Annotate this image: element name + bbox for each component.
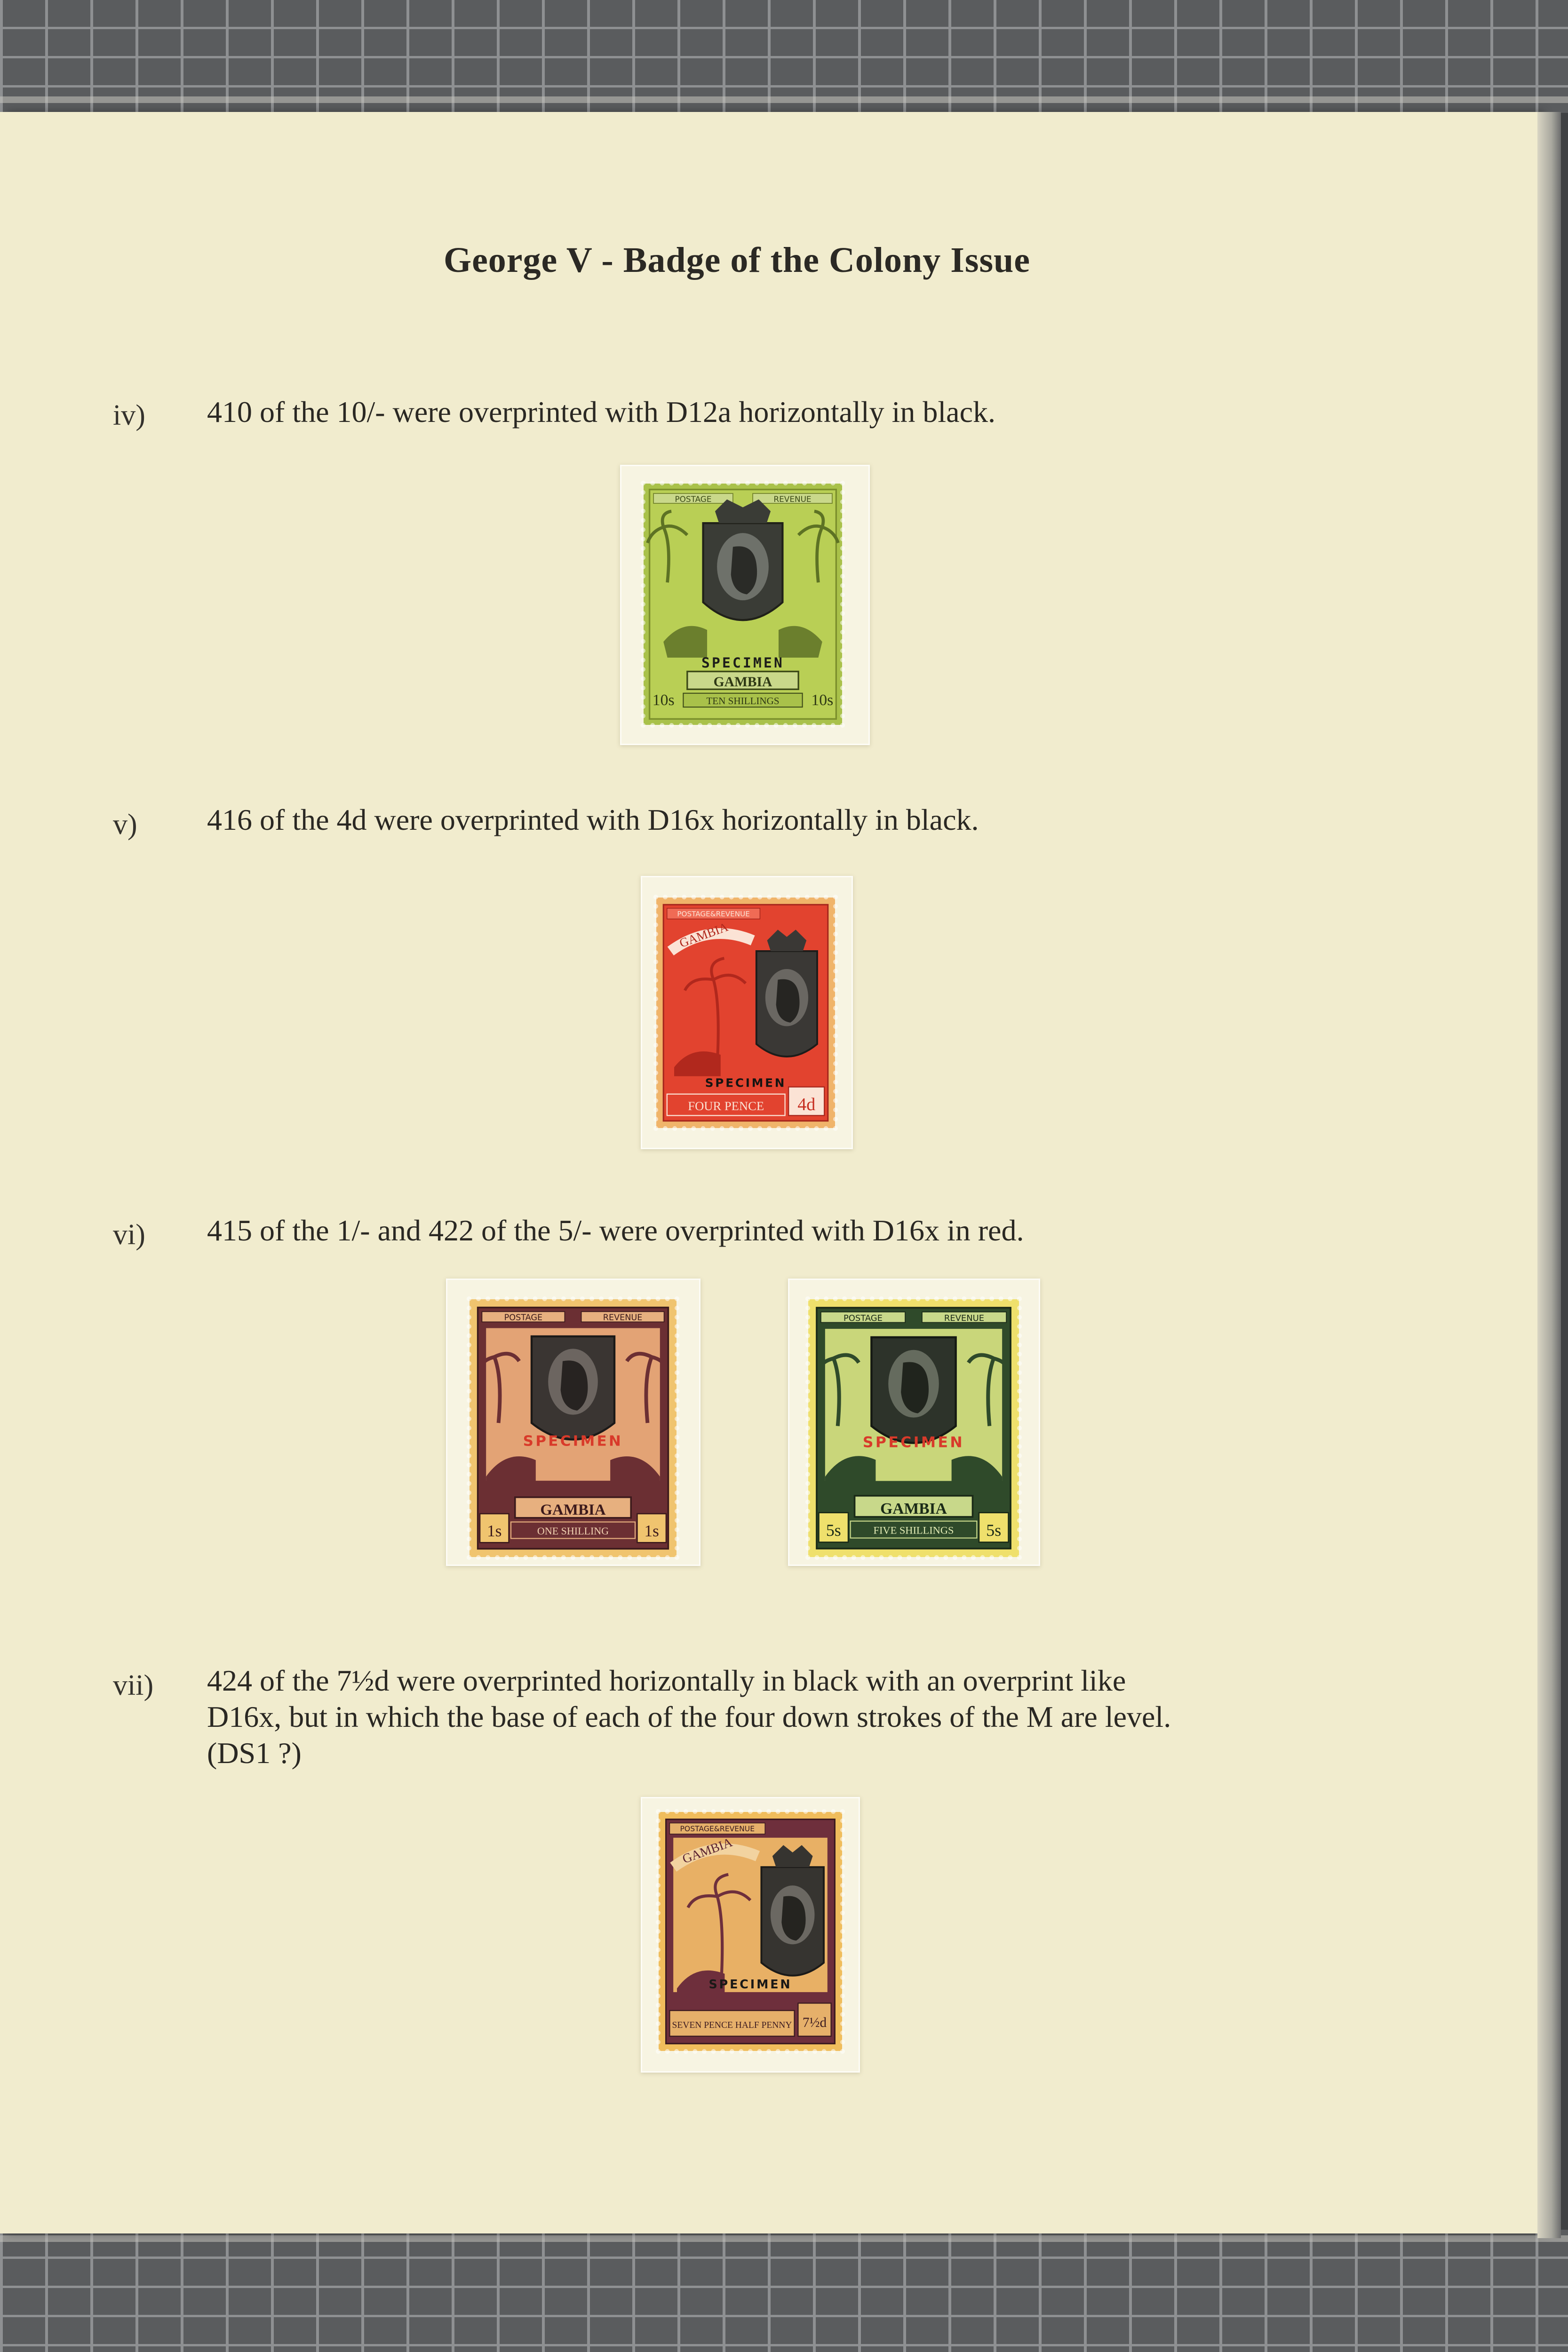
sleeve-edge-top xyxy=(0,96,1568,103)
backdrop-grid-bottom xyxy=(0,2230,1568,2352)
stamp-denomination: FIVE SHILLINGS xyxy=(873,1524,954,1536)
stamp-top-label: POSTAGE&REVENUE xyxy=(677,909,750,918)
stamp-overprint: SPECIMEN xyxy=(862,1434,965,1451)
section-text: 416 of the 4d were overprinted with D16x horizontally in black. xyxy=(207,803,979,836)
stamp-country: GAMBIA xyxy=(680,1835,734,1867)
stamp-top-right-label: REVENUE xyxy=(773,494,812,504)
stamp-seven-pence-half-penny xyxy=(659,1812,842,2051)
stamp-country: GAMBIA xyxy=(713,675,772,690)
stamp-overprint: SPECIMEN xyxy=(523,1432,623,1450)
stamp-top-left-label: POSTAGE xyxy=(843,1313,883,1323)
stamp-country: GAMBIA xyxy=(540,1502,606,1519)
section-text: 410 of the 10/- were overprinted with D12a horizontally in black. xyxy=(207,395,995,429)
stamp-value: 7½d xyxy=(802,2015,827,2031)
stamp-denomination: SEVEN PENCE HALF PENNY xyxy=(672,2020,792,2031)
page-edge xyxy=(1537,112,1561,2238)
stamp-ten-shillings xyxy=(644,484,842,725)
section-numeral: vi) xyxy=(113,1219,145,1251)
stamp-one-shilling xyxy=(470,1299,677,1557)
stamp-five-shillings xyxy=(808,1299,1019,1557)
stamp-top-label: POSTAGE&REVENUE xyxy=(680,1825,755,1834)
stamp-overprint: SPECIMEN xyxy=(705,1076,787,1090)
stamp-value-left: 1s xyxy=(487,1522,502,1541)
stamp-top-left-label: POSTAGE xyxy=(675,494,712,504)
section-numeral: vii) xyxy=(113,1669,154,1701)
backdrop-grid-top xyxy=(0,0,1568,113)
stamp-country: GAMBIA xyxy=(677,919,730,950)
stamp-value-left: 10s xyxy=(652,691,675,709)
stamp-overprint: SPECIMEN xyxy=(701,655,784,671)
section-numeral: iv) xyxy=(113,399,145,431)
stamp-value-right: 10s xyxy=(811,691,834,709)
stamp-overprint: SPECIMEN xyxy=(708,1977,792,1992)
stamp-top-right-label: REVENUE xyxy=(603,1313,643,1323)
stamp-top-left-label: POSTAGE xyxy=(504,1313,543,1323)
stamp-top-right-label: REVENUE xyxy=(944,1313,985,1323)
stamp-country: GAMBIA xyxy=(880,1500,947,1518)
stamp-value-right: 5s xyxy=(986,1521,1002,1540)
section-numeral: v) xyxy=(113,809,137,841)
page-title: George V - Badge of the Colony Issue xyxy=(443,240,1031,280)
section-text-line-1: 424 of the 7½d were overprinted horizontally in black with an overprint like xyxy=(207,1664,1126,1697)
stamp-value: 4d xyxy=(797,1095,816,1115)
stamp-value-left: 5s xyxy=(826,1521,841,1540)
sleeve-edge-bottom xyxy=(0,2235,1568,2242)
section-text: 415 of the 1/- and 422 of the 5/- were overprinted with D16x in red. xyxy=(207,1214,1024,1247)
stamp-value-right: 1s xyxy=(644,1522,659,1541)
stamp-denomination: ONE SHILLING xyxy=(537,1525,609,1537)
stamp-denomination: FOUR PENCE xyxy=(688,1099,764,1113)
section-text-line-2: D16x, but in which the base of each of the four down strokes of the M are level. xyxy=(207,1700,1171,1733)
stamp-four-pence xyxy=(656,898,835,1128)
section-text-line-3: (DS1 ?) xyxy=(207,1736,302,1770)
stamp-denomination: TEN SHILLINGS xyxy=(706,695,780,707)
